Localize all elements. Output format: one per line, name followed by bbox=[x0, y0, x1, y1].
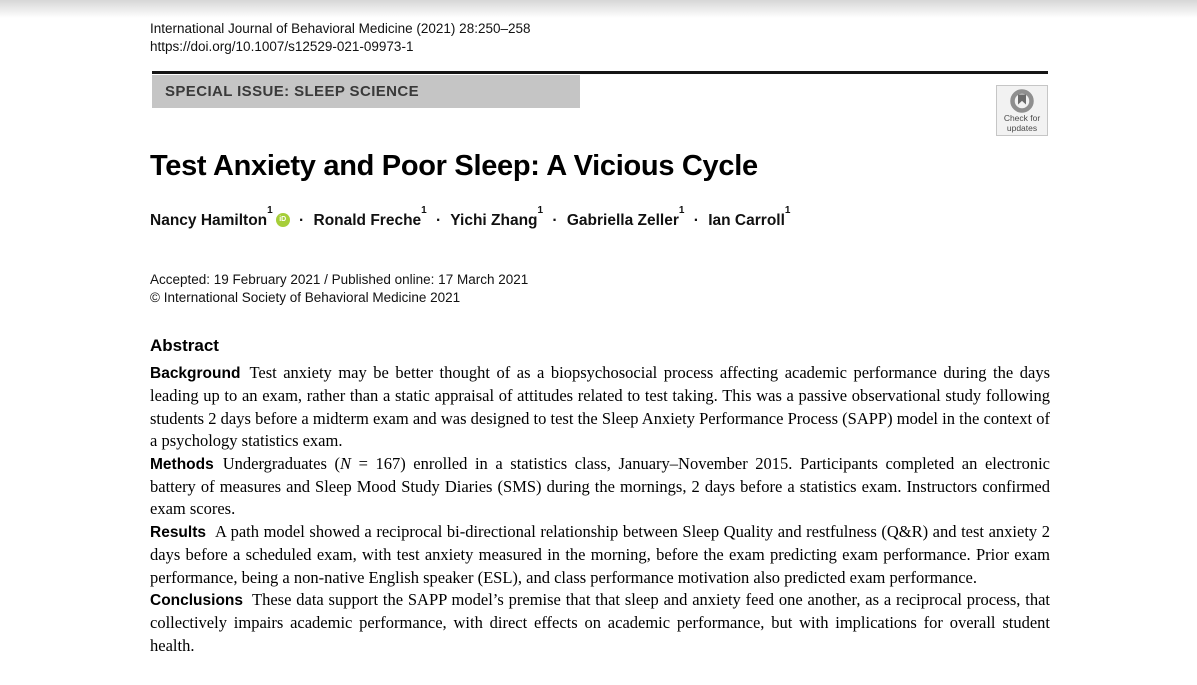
author-name: Gabriella Zeller$^1$ bbox=[566, 205, 685, 230]
article-meta bbox=[150, 271, 528, 306]
doi-link[interactable]: https://doi.org/10.1007/s12529-021-09973-1 bbox=[150, 39, 414, 54]
author-affiliation-sup: 1 bbox=[267, 205, 273, 216]
abstract-section bbox=[150, 336, 1050, 657]
header-rule bbox=[152, 71, 1048, 74]
methods-text-pre: Undergraduates ( bbox=[222, 453, 340, 473]
conclusions-label: Conclusions bbox=[150, 592, 244, 610]
methods-text-post: = 167) enrolled in a statistics class, January–November 2015. Participants completed an electronic battery of measures and Sleep Mood Study Diaries (SMS) during the mornings, 2 days before a statistics exam. Instructors confirmed exam scores. bbox=[150, 453, 1050, 519]
author-name: Ian Carroll$^1$ bbox=[708, 205, 791, 230]
results-text: A path model showed a reciprocal bi-directional relationship between Sleep Quality and restfulness (Q&R) and test anxiety 2 days before a scheduled exam, with test anxiety measured in the morning, before the exam predicting exam performance. Prior exam performance, being a non-native English speaker (ESL), and class performance motivation also predicted exam performance. bbox=[150, 521, 1050, 587]
article-title: Test Anxiety and Poor Sleep: A Vicious Cycle bbox=[150, 150, 758, 182]
copyright-line: © International Society of Behavioral Medicine 2021 bbox=[150, 289, 461, 305]
page-top-shadow bbox=[0, 0, 1197, 18]
abstract-methods bbox=[150, 453, 1050, 521]
special-issue-label: SPECIAL ISSUE: SLEEP SCIENCE bbox=[165, 82, 420, 100]
author-name: Yichi Zhang$^1$ bbox=[450, 205, 544, 230]
results-label: Results bbox=[150, 523, 206, 541]
conclusions-text: These data support the SAPP model’s premise that that sleep and anxiety feed one another, as a reciprocal process, that collectively impairs academic performance, with direct effects on academic performance, but with implications for overall student health. bbox=[150, 590, 1050, 655]
check-for-updates-badge[interactable] bbox=[996, 85, 1048, 136]
author-affiliation-sup: 1 bbox=[678, 205, 685, 216]
author-affiliation-sup: 1 bbox=[537, 205, 544, 216]
abstract-results bbox=[150, 521, 1050, 589]
author-separator: · bbox=[436, 212, 442, 230]
author-affiliation-sup: 1 bbox=[421, 205, 427, 216]
author-separator: · bbox=[299, 212, 305, 230]
background-label: Background bbox=[150, 365, 241, 382]
methods-label: Methods bbox=[150, 455, 214, 473]
author-list bbox=[150, 205, 1050, 231]
methods-variable-n: N bbox=[339, 453, 351, 473]
check-badge-text-line2: updates bbox=[1006, 122, 1038, 133]
author-affiliation-sup: 1 bbox=[784, 205, 791, 216]
abstract-heading: Abstract bbox=[150, 336, 219, 355]
author-name: Ronald Freche$^1$ bbox=[313, 205, 427, 230]
orcid-icon[interactable]: iD bbox=[276, 213, 290, 227]
abstract-background bbox=[150, 362, 1050, 453]
author-separator: · bbox=[693, 212, 699, 230]
abstract-conclusions bbox=[150, 589, 1050, 657]
journal-citation: International Journal of Behavioral Medicine (2021) 28:250–258 bbox=[150, 21, 531, 36]
special-issue-banner bbox=[152, 75, 580, 108]
crossmark-icon bbox=[1009, 88, 1035, 114]
check-badge-text-line1: Check for bbox=[1003, 113, 1041, 123]
accepted-published-line: Accepted: 19 February 2021 / Published online: 17 March 2021 bbox=[150, 272, 529, 287]
author-separator: · bbox=[552, 212, 558, 230]
author-name: Nancy Hamilton$^1$iD bbox=[150, 212, 290, 229]
background-text: Test anxiety may be better thought of as a biopsychosocial process affecting academic performance during the days leading up to an exam, rather than a static appraisal of attitudes related to test taking. This was a passive observational study following students 2 days before a midterm exam and was designed to test the Sleep Anxiety Performance Process (SAPP) model in the context of a psychology statistics exam. bbox=[150, 363, 1050, 451]
